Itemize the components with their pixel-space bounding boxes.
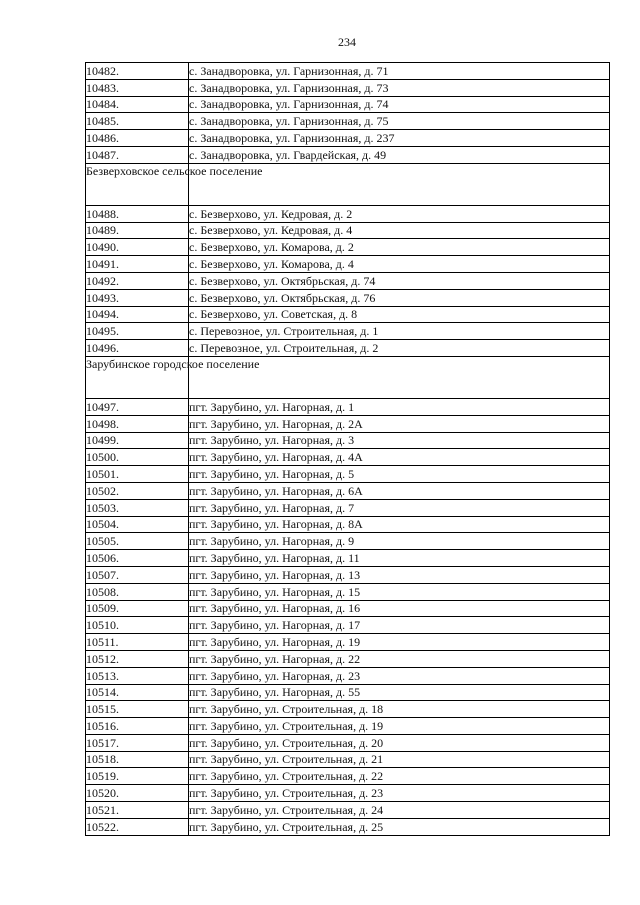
table-row [86, 432, 610, 449]
table-row [86, 130, 610, 147]
table-row [86, 63, 610, 80]
address-cell: с. Занадворовка, ул. Гарнизонная, д. 75 [189, 113, 610, 130]
address-cell: с. Занадворовка, ул. Гарнизонная, д. 74 [189, 96, 610, 113]
address-table-body [86, 63, 610, 836]
item-number: 10510. [86, 617, 189, 634]
item-number: 10514. [86, 684, 189, 701]
table-row [86, 785, 610, 802]
item-number: 10505. [86, 533, 189, 550]
section-title: Безверховское сельское поселение [86, 163, 189, 205]
table-row [86, 667, 610, 684]
item-number: 10492. [86, 272, 189, 289]
address-cell: с. Безверхово, ул. Комарова, д. 2 [189, 239, 610, 256]
item-number: 10519. [86, 768, 189, 785]
table-row [86, 533, 610, 550]
address-cell: пгт. Зарубино, ул. Нагорная, д. 15 [189, 583, 610, 600]
address-cell: пгт. Зарубино, ул. Нагорная, д. 11 [189, 550, 610, 567]
address-cell: пгт. Зарубино, ул. Нагорная, д. 2А [189, 415, 610, 432]
table-row [86, 583, 610, 600]
item-number: 10486. [86, 130, 189, 147]
address-cell: пгт. Зарубино, ул. Строительная, д. 23 [189, 785, 610, 802]
item-number: 10504. [86, 516, 189, 533]
item-number: 10507. [86, 566, 189, 583]
table-row [86, 239, 610, 256]
address-cell: пгт. Зарубино, ул. Строительная, д. 19 [189, 718, 610, 735]
section-row [86, 163, 610, 205]
address-table [85, 62, 610, 836]
address-cell: с. Занадворовка, ул. Гарнизонная, д. 73 [189, 79, 610, 96]
table-row [86, 818, 610, 835]
item-number: 10498. [86, 415, 189, 432]
table-row [86, 256, 610, 273]
address-cell: пгт. Зарубино, ул. Строительная, д. 20 [189, 734, 610, 751]
table-row [86, 802, 610, 819]
address-cell: пгт. Зарубино, ул. Нагорная, д. 9 [189, 533, 610, 550]
address-cell: с. Безверхово, ул. Советская, д. 8 [189, 306, 610, 323]
table-row [86, 650, 610, 667]
address-cell: с. Безверхово, ул. Кедровая, д. 2 [189, 205, 610, 222]
item-number: 10489. [86, 222, 189, 239]
address-cell: с. Перевозное, ул. Строительная, д. 2 [189, 340, 610, 357]
address-cell: пгт. Зарубино, ул. Нагорная, д. 7 [189, 499, 610, 516]
table-row [86, 482, 610, 499]
table-row [86, 718, 610, 735]
item-number: 10484. [86, 96, 189, 113]
table-row [86, 600, 610, 617]
item-number: 10511. [86, 634, 189, 651]
item-number: 10518. [86, 751, 189, 768]
address-cell: пгт. Зарубино, ул. Нагорная, д. 1 [189, 398, 610, 415]
table-row [86, 272, 610, 289]
item-number: 10491. [86, 256, 189, 273]
table-row [86, 499, 610, 516]
address-cell: с. Безверхово, ул. Кедровая, д. 4 [189, 222, 610, 239]
table-row [86, 684, 610, 701]
address-cell: пгт. Зарубино, ул. Нагорная, д. 16 [189, 600, 610, 617]
item-number: 10512. [86, 650, 189, 667]
address-cell: пгт. Зарубино, ул. Нагорная, д. 17 [189, 617, 610, 634]
table-row [86, 617, 610, 634]
item-number: 10513. [86, 667, 189, 684]
item-number: 10517. [86, 734, 189, 751]
item-number: 10521. [86, 802, 189, 819]
table-row [86, 466, 610, 483]
item-number: 10506. [86, 550, 189, 567]
item-number: 10494. [86, 306, 189, 323]
table-row [86, 323, 610, 340]
address-cell: пгт. Зарубино, ул. Строительная, д. 24 [189, 802, 610, 819]
table-row [86, 566, 610, 583]
table-row [86, 79, 610, 96]
address-cell: пгт. Зарубино, ул. Нагорная, д. 23 [189, 667, 610, 684]
table-row [86, 634, 610, 651]
item-number: 10515. [86, 701, 189, 718]
address-cell: с. Безверхово, ул. Октябрьская, д. 76 [189, 289, 610, 306]
table-row [86, 113, 610, 130]
address-cell: пгт. Зарубино, ул. Нагорная, д. 8А [189, 516, 610, 533]
address-cell: пгт. Зарубино, ул. Нагорная, д. 4А [189, 449, 610, 466]
address-cell: пгт. Зарубино, ул. Нагорная, д. 3 [189, 432, 610, 449]
address-cell: пгт. Зарубино, ул. Нагорная, д. 19 [189, 634, 610, 651]
item-number: 10496. [86, 340, 189, 357]
item-number: 10497. [86, 398, 189, 415]
table-row [86, 701, 610, 718]
item-number: 10501. [86, 466, 189, 483]
table-row [86, 516, 610, 533]
item-number: 10493. [86, 289, 189, 306]
address-cell: пгт. Зарубино, ул. Строительная, д. 25 [189, 818, 610, 835]
address-cell: пгт. Зарубино, ул. Строительная, д. 22 [189, 768, 610, 785]
table-row [86, 415, 610, 432]
table-row [86, 340, 610, 357]
section-row [86, 356, 610, 398]
address-cell: пгт. Зарубино, ул. Нагорная, д. 6А [189, 482, 610, 499]
item-number: 10508. [86, 583, 189, 600]
table-row [86, 205, 610, 222]
table-row [86, 222, 610, 239]
item-number: 10490. [86, 239, 189, 256]
item-number: 10483. [86, 79, 189, 96]
address-cell: пгт. Зарубино, ул. Строительная, д. 18 [189, 701, 610, 718]
address-cell: пгт. Зарубино, ул. Строительная, д. 21 [189, 751, 610, 768]
item-number: 10522. [86, 818, 189, 835]
item-number: 10499. [86, 432, 189, 449]
item-number: 10500. [86, 449, 189, 466]
table-row [86, 96, 610, 113]
address-cell: с. Занадворовка, ул. Гарнизонная, д. 71 [189, 63, 610, 80]
address-cell: пгт. Зарубино, ул. Нагорная, д. 5 [189, 466, 610, 483]
address-cell: пгт. Зарубино, ул. Нагорная, д. 55 [189, 684, 610, 701]
address-cell: с. Перевозное, ул. Строительная, д. 1 [189, 323, 610, 340]
section-title: Зарубинское городское поселение [86, 356, 189, 398]
item-number: 10509. [86, 600, 189, 617]
table-row [86, 306, 610, 323]
table-row [86, 768, 610, 785]
table-row [86, 289, 610, 306]
table-row [86, 398, 610, 415]
address-cell: с. Занадворовка, ул. Гарнизонная, д. 237 [189, 130, 610, 147]
table-row [86, 751, 610, 768]
address-cell: с. Занадворовка, ул. Гвардейская, д. 49 [189, 146, 610, 163]
page-number: 234 [338, 35, 356, 49]
item-number: 10495. [86, 323, 189, 340]
table-row [86, 550, 610, 567]
item-number: 10520. [86, 785, 189, 802]
item-number: 10502. [86, 482, 189, 499]
address-cell: с. Безверхово, ул. Октябрьская, д. 74 [189, 272, 610, 289]
item-number: 10516. [86, 718, 189, 735]
item-number: 10485. [86, 113, 189, 130]
table-row [86, 449, 610, 466]
item-number: 10482. [86, 63, 189, 80]
address-cell: с. Безверхово, ул. Комарова, д. 4 [189, 256, 610, 273]
item-number: 10503. [86, 499, 189, 516]
item-number: 10488. [86, 205, 189, 222]
address-cell: пгт. Зарубино, ул. Нагорная, д. 13 [189, 566, 610, 583]
item-number: 10487. [86, 146, 189, 163]
address-cell: пгт. Зарубино, ул. Нагорная, д. 22 [189, 650, 610, 667]
table-row [86, 734, 610, 751]
table-row [86, 146, 610, 163]
